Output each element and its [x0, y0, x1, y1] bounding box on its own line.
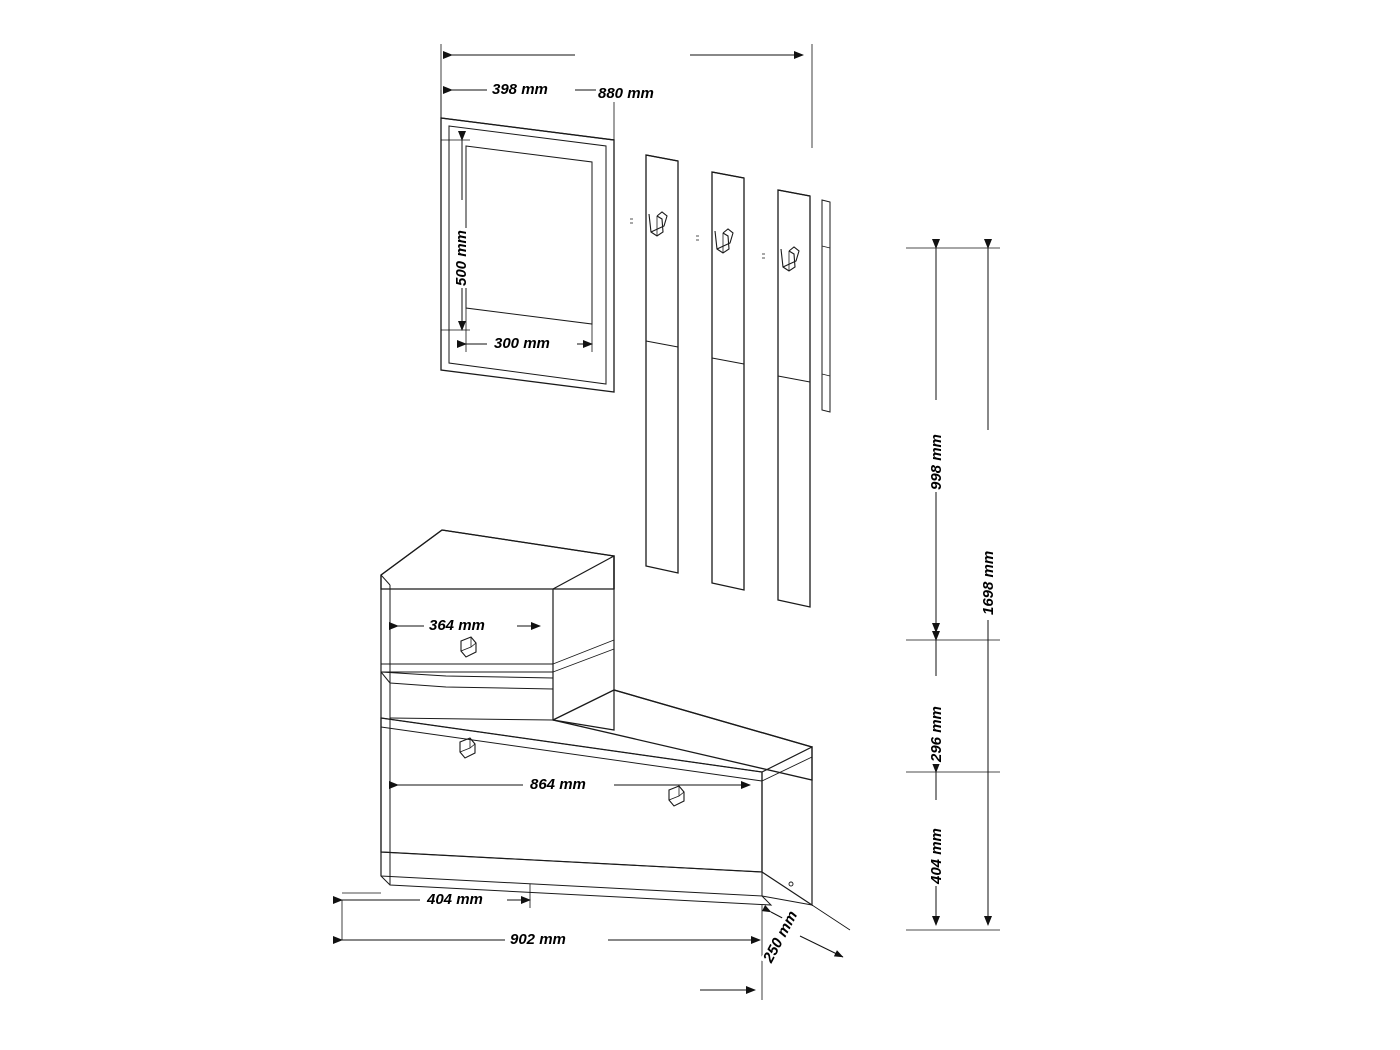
hanger-panels-geometry [646, 155, 830, 607]
dim-drawer-large-width: 864 mm [530, 776, 586, 793]
dim-cabinet-total-width: 902 mm [510, 931, 566, 948]
dim-mirror-width: 300 mm [494, 335, 550, 352]
dim-mirror-height: 500 mm [453, 230, 470, 286]
dim-panel-height-upper: 998 mm [928, 434, 945, 490]
coat-hooks [630, 212, 799, 271]
dim-cabinet-height: 404 mm [928, 828, 945, 884]
dim-drawer-small-width: 364 mm [429, 617, 485, 634]
dim-overall-height: 1698 mm [980, 550, 997, 615]
dim-cabinet-depth: 250 mm [759, 908, 802, 966]
dim-panel-total-width: 880 mm [598, 85, 654, 102]
dim-gap-height: 296 mm [928, 706, 945, 762]
dim-mirror-offset-width: 398 mm [492, 81, 548, 98]
dim-cabinet-left-width: 404 mm [427, 891, 483, 908]
cabinet-geometry [381, 530, 812, 905]
